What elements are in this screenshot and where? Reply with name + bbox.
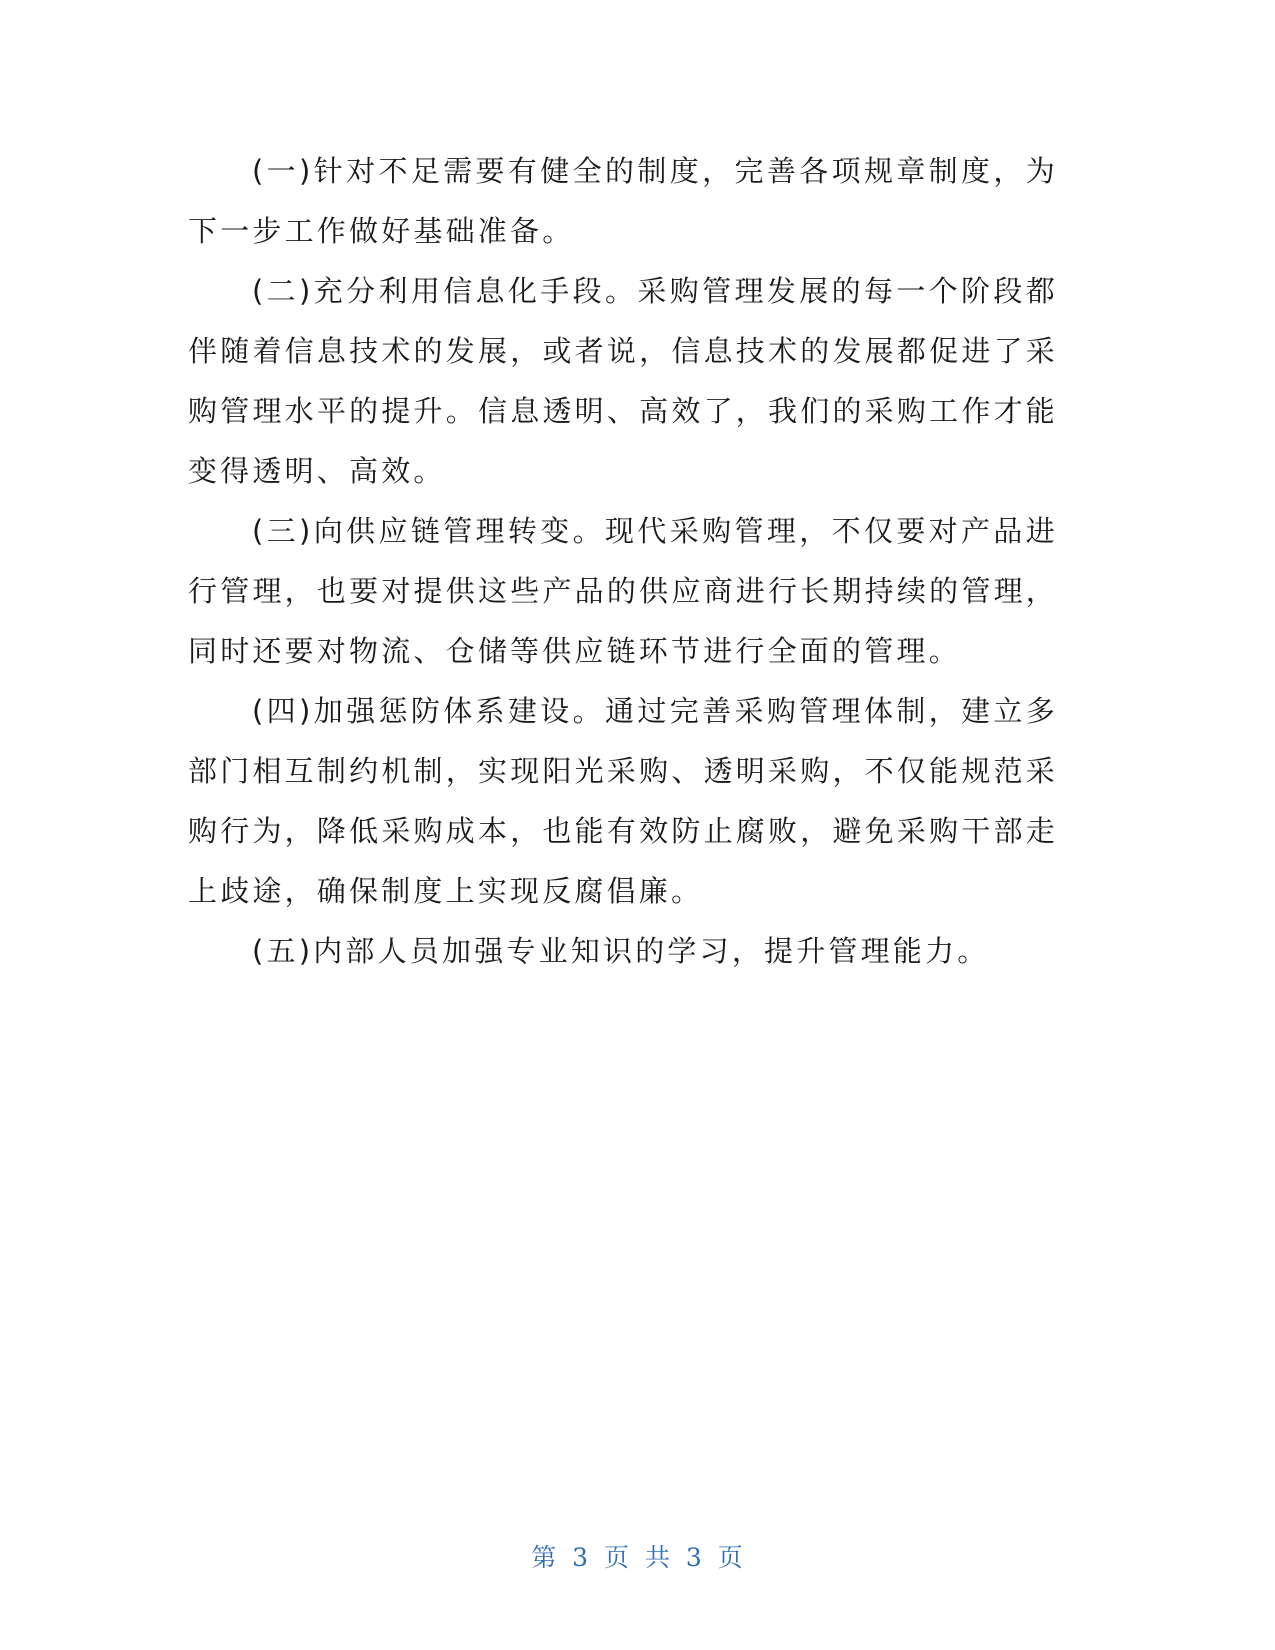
document-body <box>188 141 1058 981</box>
paragraph-1: (一)针对不足需要有健全的制度，完善各项规章制度，为下一步工作做好基础准备。 <box>188 154 1058 248</box>
paragraph-2: (二)充分利用信息化手段。采购管理发展的每一个阶段都伴随着信息技术的发展，或者说，信息技术的发展都促进了采购管理水平的提升。信息透明、高效了，我们的采购工作才能变得透明、高效。 <box>188 274 1058 488</box>
paragraph-3: (三)向供应链管理转变。现代采购管理，不仅要对产品进行管理，也要对提供这些产品的供应商进行长期持续的管理，同时还要对物流、仓储等供应链环节进行全面的管理。 <box>188 514 1058 668</box>
paragraph-5: (五)内部人员加强专业知识的学习，提升管理能力。 <box>252 934 990 968</box>
page-number-footer: 第 3 页 共 3 页 <box>531 1543 744 1572</box>
paragraph-4: (四)加强惩防体系建设。通过完善采购管理体制，建立多部门相互制约机制，实现阳光采购、透明采购，不仅能规范采购行为，降低采购成本，也能有效防止腐败，避免采购干部走上歧途，确保制度上实现反腐倡廉。 <box>188 694 1058 908</box>
